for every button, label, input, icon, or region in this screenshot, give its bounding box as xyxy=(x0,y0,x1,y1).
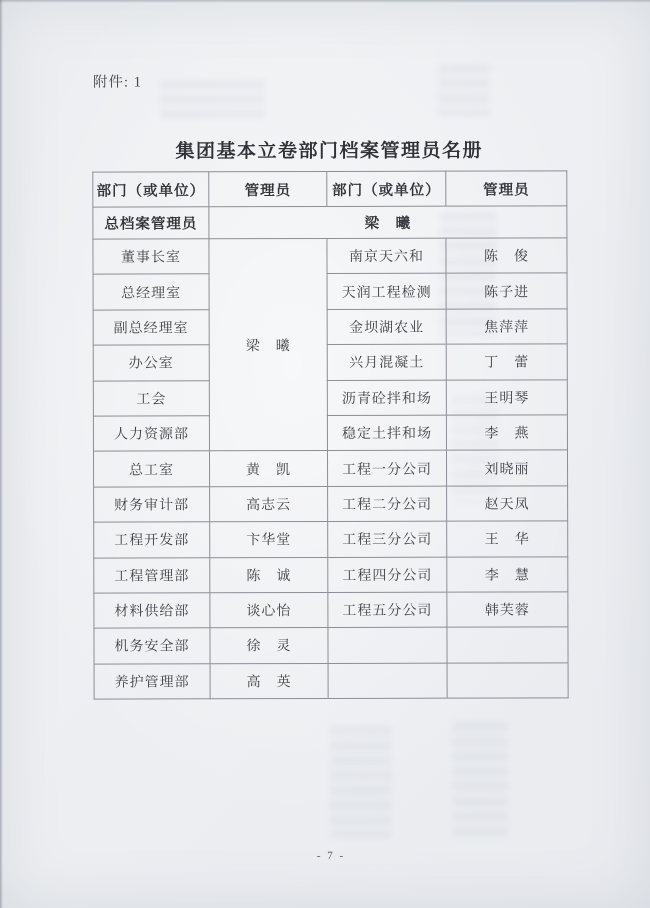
department-cell: 总经理室 xyxy=(93,274,209,310)
table-row xyxy=(94,627,568,664)
manager-cell xyxy=(447,627,568,663)
department-cell: 总档案管理员 xyxy=(93,207,209,239)
table-row xyxy=(94,521,568,558)
manager-cell: 王明琴 xyxy=(446,379,567,415)
department-cell: 工会 xyxy=(93,380,209,416)
department-cell: 总工室 xyxy=(93,451,209,487)
manager-cell: 卞华堂 xyxy=(210,522,328,558)
column-header-department-right: 部门（或单位） xyxy=(327,171,446,206)
department-cell: 工程四分公司 xyxy=(328,557,447,593)
department-cell: 金坝湖农业 xyxy=(327,309,446,345)
attachment-label: 附件: 1 xyxy=(93,74,142,91)
table-row xyxy=(94,592,568,629)
manager-cell: 高 英 xyxy=(210,663,328,699)
table-row xyxy=(93,238,567,275)
table-row xyxy=(93,344,567,381)
manager-cell: 丁 蕾 xyxy=(446,344,567,380)
manager-cell: 陈子进 xyxy=(446,273,567,309)
table-row xyxy=(93,450,567,487)
archive-managers-table xyxy=(92,170,568,699)
manager-cell: 李 燕 xyxy=(446,415,567,451)
manager-cell: 梁 曦 xyxy=(209,206,567,239)
manager-cell: 黄 凯 xyxy=(209,451,327,487)
department-cell: 工程三分公司 xyxy=(328,521,447,557)
department-cell: 养护管理部 xyxy=(94,663,210,699)
department-cell: 工程开发部 xyxy=(94,522,210,558)
department-cell: 工程管理部 xyxy=(94,557,210,593)
department-cell: 沥青砼拌和场 xyxy=(327,380,446,416)
table-header-row xyxy=(93,171,567,207)
table-row xyxy=(94,556,568,593)
manager-cell: 焦萍萍 xyxy=(446,309,567,345)
department-cell: 工程五分公司 xyxy=(328,592,447,628)
manager-cell: 韩芙蓉 xyxy=(447,592,568,628)
table-row xyxy=(94,663,568,700)
department-cell: 稳定土拌和场 xyxy=(327,415,446,451)
department-cell xyxy=(328,627,447,663)
department-cell xyxy=(328,663,447,699)
department-cell: 董事长室 xyxy=(93,239,209,275)
manager-cell: 谈心怡 xyxy=(210,592,328,628)
manager-cell: 刘晓丽 xyxy=(446,450,567,486)
department-cell: 工程二分公司 xyxy=(328,486,447,522)
column-header-manager-right: 管理员 xyxy=(446,171,567,206)
manager-cell: 王 华 xyxy=(447,521,568,557)
department-cell: 天润工程检测 xyxy=(327,274,446,310)
department-cell: 兴月混凝土 xyxy=(327,344,446,380)
department-cell: 工程一分公司 xyxy=(327,451,446,487)
page-number: - 7 - xyxy=(316,849,346,863)
department-cell: 财务审计部 xyxy=(94,487,210,523)
table-row xyxy=(93,415,567,452)
department-cell: 南京天六和 xyxy=(327,238,446,274)
manager-cell: 徐 灵 xyxy=(210,628,328,664)
manager-cell: 陈 俊 xyxy=(446,238,567,274)
column-header-manager-left: 管理员 xyxy=(209,171,327,206)
table-row xyxy=(93,273,567,310)
department-cell: 办公室 xyxy=(93,345,209,381)
manager-cell: 陈 诚 xyxy=(210,557,328,593)
shared-manager-cell: 梁 曦 xyxy=(209,238,328,451)
department-cell: 机务安全部 xyxy=(94,628,210,664)
table-row xyxy=(93,309,567,346)
department-cell: 人力资源部 xyxy=(93,416,209,452)
manager-cell: 高志云 xyxy=(210,486,328,522)
table-row xyxy=(94,486,568,523)
table-row xyxy=(93,379,567,416)
chief-archivist-row xyxy=(93,206,567,239)
column-header-department-left: 部门（或单位） xyxy=(93,172,209,207)
manager-cell: 李 慧 xyxy=(447,556,568,592)
page-title: 集团基本立卷部门档案管理员名册 xyxy=(175,140,483,163)
department-cell: 材料供给部 xyxy=(94,593,210,629)
department-cell: 副总经理室 xyxy=(93,310,209,346)
manager-cell xyxy=(447,663,568,699)
manager-cell: 赵天凤 xyxy=(447,486,568,522)
